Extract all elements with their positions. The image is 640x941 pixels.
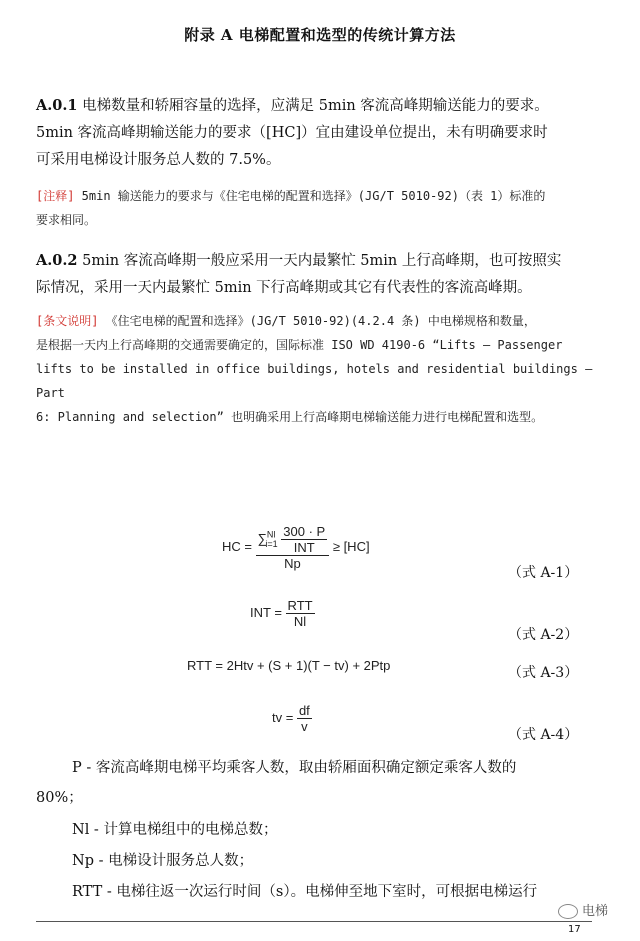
eq-lhs: INT = (250, 604, 282, 620)
eq-denominator: Np (284, 556, 301, 571)
eq-fraction (286, 598, 315, 629)
note-annotation (36, 184, 614, 232)
note-text: 要求相同。 (36, 213, 97, 227)
clause-number: A.0.1 (36, 97, 78, 114)
clause-number: A.0.2 (36, 252, 78, 269)
equation-a2 (250, 598, 315, 629)
definition-p: P - 客流高峰期电梯平均乘客人数，取由轿厢面积确定额定乘客人数的 (72, 760, 517, 776)
chat-bubble-icon (558, 904, 578, 919)
eq-lhs: HC = (222, 538, 252, 554)
clause-text: 际情况，采用一天内最繁忙 5min 下行高峰期或其它有代表性的客流高峰期。 (36, 280, 532, 296)
equation-a1 (222, 524, 370, 571)
page-number: 17 (568, 924, 581, 935)
eq-denominator: INT (293, 540, 315, 555)
note-explanation (36, 309, 614, 429)
eq-fraction (297, 703, 312, 734)
eq-fraction (256, 524, 330, 571)
equation-number: （式 A-2） (508, 627, 579, 643)
clause-a02 (36, 247, 614, 302)
sum-symbol: ∑ (257, 530, 267, 546)
logo-text: 电梯 (582, 904, 609, 919)
eq-numerator: 300 · P (283, 524, 326, 539)
note-text: 《住宅电梯的配置和选择》(JG/T 5010-92)(4.2.4 条) 中电梯规格和数量， (98, 314, 536, 328)
watermark-logo (558, 900, 608, 919)
inner-fraction (281, 524, 327, 555)
note-tag: [条文说明] (36, 314, 99, 328)
sum-upper: Nl (266, 529, 276, 540)
equation-a3: RTT = 2Htv + (S + 1)(T − tv) + 2Ptp (187, 658, 391, 673)
definition-np: Np - 电梯设计服务总人数； (72, 853, 254, 869)
eq-denominator: Nl (293, 614, 307, 629)
sum-lower: i=1 (265, 538, 278, 549)
equation-a4 (272, 703, 312, 734)
equation-number: （式 A-3） (508, 665, 579, 681)
note-text: 5min 输送能力的要求与《住宅电梯的配置和选择》(JG/T 5010-92)（表 1）标准的 (74, 189, 546, 203)
eq-lhs: tv = (272, 709, 294, 725)
eq-numerator: RTT (287, 598, 313, 613)
note-text: 是根据一天内上行高峰期的交通需要确定的，国际标准 ISO WD 4190-6 “Lifts — Passenger (36, 338, 563, 352)
definition-nl: Nl - 计算电梯组中的电梯总数； (72, 822, 278, 838)
note-text: 6: Planning and selection” 也明确采用上行高峰期电梯输送能力进行电梯配置和选型。 (36, 410, 544, 424)
clause-text: 5min 客流高峰期输送能力的要求（[HC]）宜由建设单位提出，未有明确要求时 (36, 125, 548, 141)
eq-denominator: v (301, 719, 308, 734)
appendix-title: 附录 A 电梯配置和选型的传统计算方法 (184, 26, 456, 44)
clause-text: 可采用电梯设计服务总人数的 7.5%。 (36, 152, 281, 168)
equation-number: （式 A-1） (508, 565, 579, 581)
clause-text: 5min 客流高峰期一般应采用一天内最繁忙 5min 上行高峰期，也可按照实 (77, 253, 562, 269)
definition-rtt: RTT - 电梯往返一次运行时间（s）。电梯伸至地下室时，可根据电梯运行 (72, 884, 538, 900)
eq-numerator: df (298, 703, 310, 718)
definition-p-cont: 80%； (36, 790, 83, 806)
footer-divider (36, 921, 592, 922)
note-tag: [注释] (36, 189, 75, 203)
clause-a01 (36, 92, 614, 174)
eq-rhs: ≥ [HC] (332, 538, 370, 554)
note-text: lifts to be installed in office buildings, hotels and residential buildings — Part (36, 362, 593, 400)
clause-text: 电梯数量和轿厢容量的选择，应满足 5min 客流高峰期输送能力的要求。 (77, 98, 549, 114)
equation-number: （式 A-4） (508, 727, 579, 743)
